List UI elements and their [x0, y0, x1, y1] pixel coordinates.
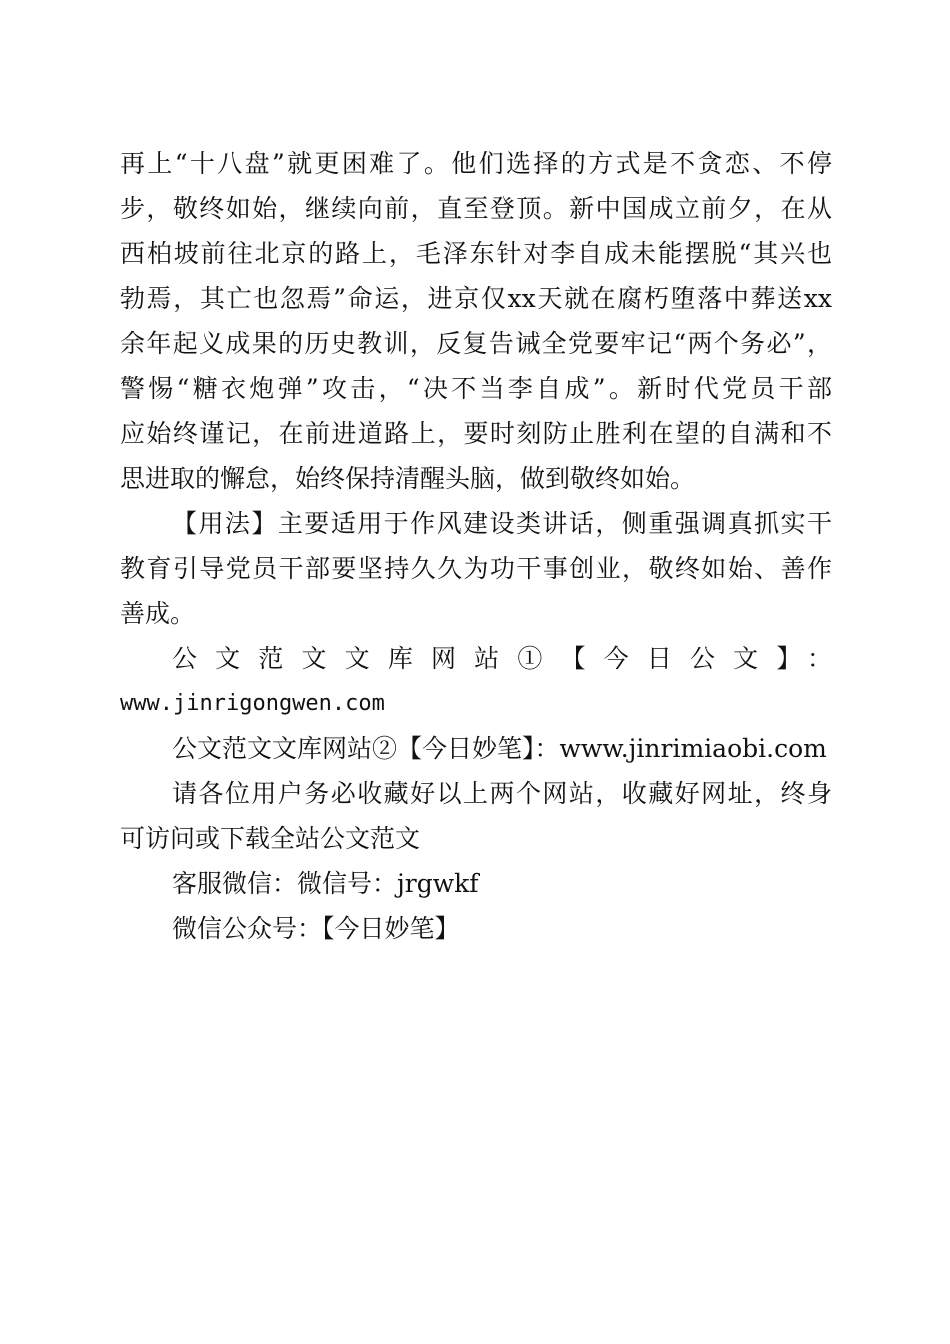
text-line: 再上“十八盘”就更困难了。他们选择的方式是不贪恋、不停	[120, 149, 832, 178]
usage-paragraph	[120, 501, 832, 636]
text-line: 勃焉，其亡也忽焉”命运，进京仅xx天就在腐朽堕落中葬送xx	[120, 284, 832, 313]
site-one-label: 公文范文文库网站①【今日公文】：	[172, 644, 832, 673]
contact-paragraph	[120, 861, 832, 951]
text-line: 善成。	[120, 599, 196, 628]
text-line: 西柏坡前往北京的路上，毛泽东针对李自成未能摆脱“其兴也	[120, 239, 832, 268]
text-line: 思进取的懈怠，始终保持清醒头脑，做到敬终如始。	[120, 464, 696, 493]
official-account-line: 微信公众号：【今日妙笔】	[172, 914, 460, 943]
notice-paragraph	[120, 771, 832, 861]
document-body	[120, 141, 832, 951]
site-two-paragraph	[120, 726, 832, 771]
main-paragraph	[120, 141, 832, 501]
text-line: 余年起义成果的历史教训，反复告诫全党要牢记“两个务必”，	[120, 329, 832, 358]
text-line: 请各位用户务必收藏好以上两个网站，收藏好网址，终身	[172, 779, 832, 808]
site-one-url: www.jinrigongwen.com	[120, 691, 385, 716]
text-line: 警惕“糖衣炮弹”攻击，“决不当李自成”。新时代党员干部	[120, 374, 832, 403]
site-one-paragraph	[120, 636, 832, 726]
site-two-line: 公文范文文库网站②【今日妙笔】：www.jinrimiaobi.com	[172, 734, 827, 763]
text-line: 应始终谨记，在前进道路上，要时刻防止胜利在望的自满和不	[120, 419, 832, 448]
text-line: 可访问或下载全站公文范文	[120, 824, 421, 853]
text-line: 【用法】主要适用于作风建设类讲话，侧重强调真抓实干	[172, 509, 832, 538]
text-line: 步，敬终如始，继续向前，直至登顶。新中国成立前夕，在从	[120, 194, 832, 223]
customer-service-line: 客服微信：微信号：jrgwkf	[172, 869, 479, 898]
text-line: 教育引导党员干部要坚持久久为功干事创业，敬终如始、善作	[120, 554, 832, 583]
